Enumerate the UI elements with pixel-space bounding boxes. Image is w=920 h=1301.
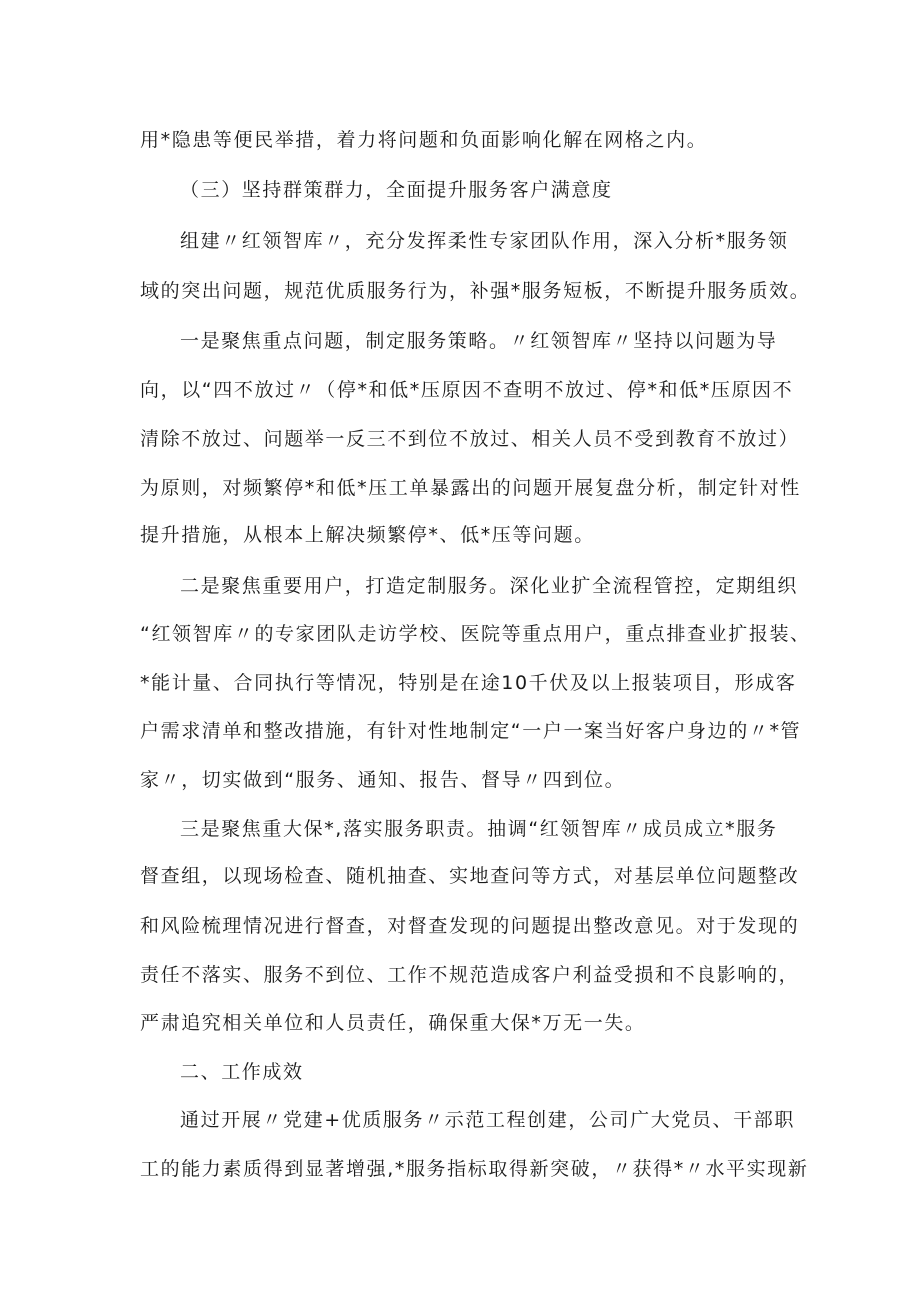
text-line: 向，以“四不放过〃（停*和低*压原因不查明不放过、停*和低*压原因不	[140, 379, 794, 401]
text-line: 严肃追究相关单位和人员责任，确保重大保*万无一失。	[140, 1012, 646, 1034]
text-line: 三是聚焦重大保*,落实服务职责。抽调“红领智库〃成员成立*服务	[180, 818, 778, 840]
text-line: 户需求清单和整改措施，有针对性地制定“一户一案当好客户身边的〃*管	[140, 720, 802, 742]
text-line: 组建〃红领智库〃，充分发挥柔性专家团队作用，深入分析*服务领	[180, 230, 789, 252]
text-line: 督查组，以现场检查、随机抽查、实地查问等方式，对基层单位问题整改	[140, 865, 800, 887]
text-line: 工的能力素质得到显著增强,*服务指标取得新突破，〃获得*〃水平实现新	[140, 1158, 809, 1180]
section-heading: （三）坚持群策群力，全面提升服务客户满意度	[180, 179, 613, 201]
text-line: 提升措施，从根本上解决频繁停*、低*压等问题。	[140, 524, 595, 546]
text-line: 用*隐患等便民举措，着力将问题和负面影响化解在网格之内。	[140, 129, 708, 151]
text-line: “红领智库〃的专家团队走访学校、医院等重点用户，重点排查业扩报装、	[140, 623, 811, 645]
text-line: 清除不放过、问题举一反三不到位不放过、相关人员不受到教育不放过）	[140, 428, 800, 450]
text-line: 一是聚焦重点问题，制定服务策略。〃红领智库〃坚持以问题为导	[180, 330, 778, 352]
text-line: 通过开展〃党建+优质服务〃示范工程创建，公司广大党员、干部职	[180, 1109, 795, 1131]
section-heading: 二、工作成效	[180, 1061, 304, 1083]
text-line: 为原则，对频繁停*和低*压工单暴露出的问题开展复盘分析，制定针对性	[140, 477, 801, 499]
text-line: 域的突出问题，规范优质服务行为，补强*服务短板，不断提升服务质效。	[140, 280, 811, 302]
text-line: 二是聚焦重要用户，打造定制服务。深化业扩全流程管控，定期组织	[180, 575, 799, 597]
text-line: 和风险梳理情况进行督查，对督查发现的问题提出整改意见。对于发现的	[140, 915, 800, 937]
text-line: *能计量、合同执行等情况，特别是在途10千伏及以上报装项目，形成客	[140, 672, 797, 694]
text-line: 责任不落实、服务不到位、工作不规范造成客户利益受损和不良影响的，	[140, 964, 800, 986]
text-line: 家〃，切实做到“服务、通知、报告、督导〃四到位。	[140, 769, 626, 791]
